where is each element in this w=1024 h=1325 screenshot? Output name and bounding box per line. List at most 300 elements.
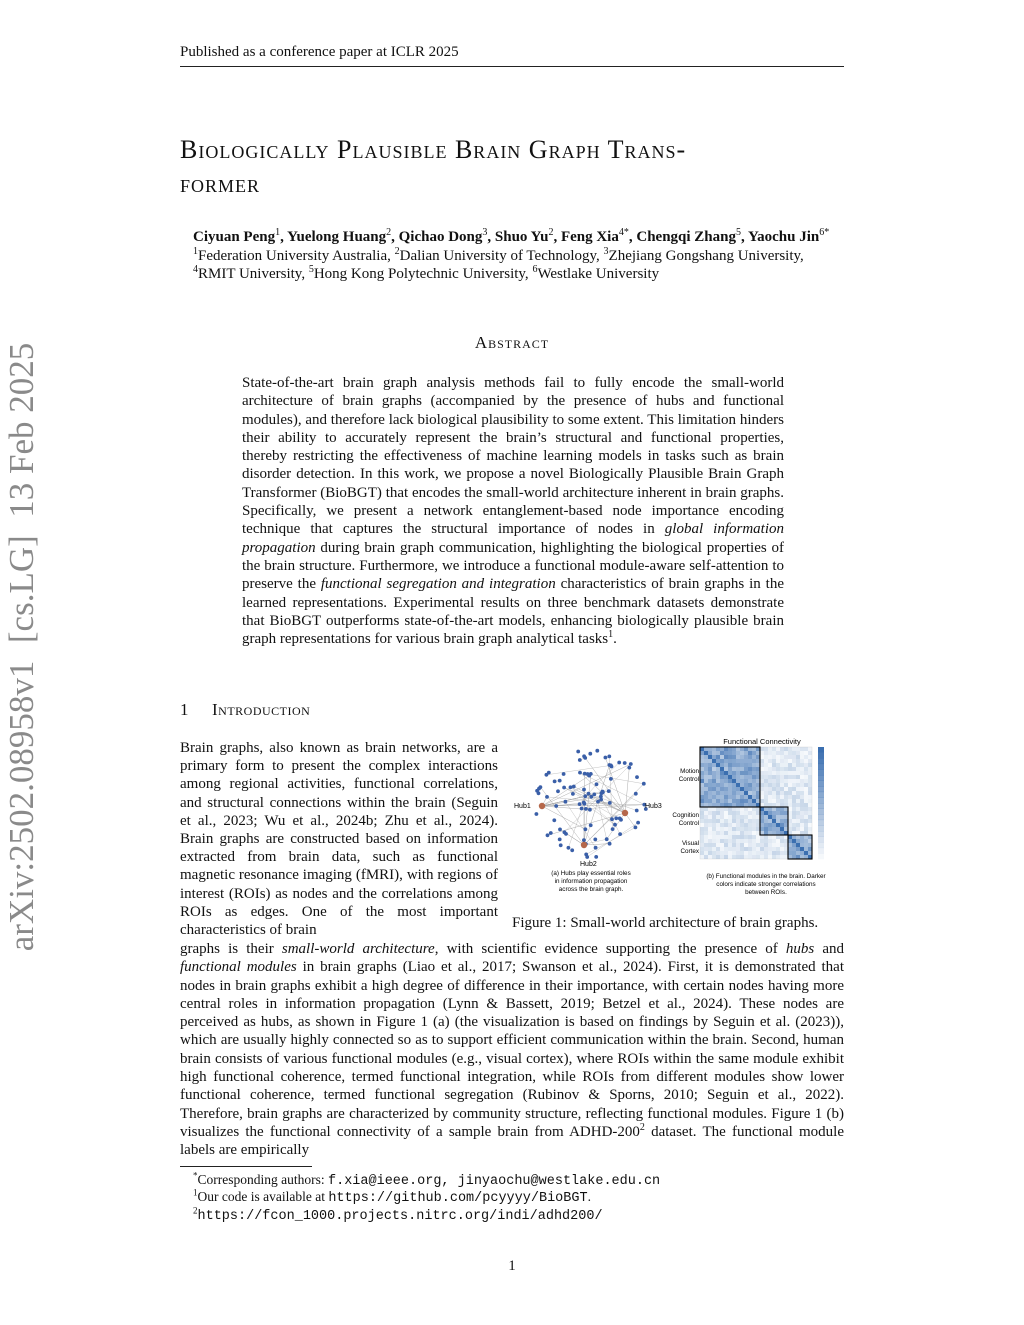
heatmap-cell	[784, 847, 788, 851]
heatmap-cell	[724, 747, 728, 751]
heatmap-cell	[752, 791, 756, 795]
author-name: Yuelong Huang	[287, 229, 387, 245]
affiliation: RMIT University,	[198, 266, 309, 282]
heatmap-cell	[744, 763, 748, 767]
heatmap-cell	[732, 799, 736, 803]
heatmap-cell	[792, 851, 796, 855]
graph-node	[594, 846, 598, 850]
heatmap-cell	[740, 835, 744, 839]
heatmap-cell	[808, 815, 812, 819]
heatmap-cell	[768, 795, 772, 799]
heatmap-cell	[708, 851, 712, 855]
heatmap-cell	[708, 831, 712, 835]
heatmap-cell	[776, 843, 780, 847]
graph-node	[578, 771, 582, 775]
heatmap-cell	[748, 807, 752, 811]
heatmap-cell	[748, 827, 752, 831]
heatmap-cell	[800, 775, 804, 779]
heatmap-cell	[772, 799, 776, 803]
heatmap-cell	[776, 803, 780, 807]
heatmap-cell	[704, 823, 708, 827]
heatmap-cell	[780, 787, 784, 791]
heatmap-cell	[788, 823, 792, 827]
heatmap-cell	[804, 783, 808, 787]
heatmap-cell	[712, 795, 716, 799]
graph-node	[535, 789, 539, 793]
heatmap-cell	[772, 843, 776, 847]
heatmap-cell	[804, 835, 808, 839]
heatmap-cell	[748, 779, 752, 783]
heatmap-cell	[804, 847, 808, 851]
heatmap-cell	[804, 795, 808, 799]
heatmap-cell	[768, 771, 772, 775]
heatmap-cell	[800, 835, 804, 839]
heatmap-cell	[768, 851, 772, 855]
heatmap-cell	[788, 787, 792, 791]
graph-node	[635, 775, 639, 779]
heatmap-cell	[724, 779, 728, 783]
heatmap-cell	[728, 815, 732, 819]
graph-node	[588, 808, 592, 812]
heatmap-cell	[708, 771, 712, 775]
heatmap-cell	[776, 783, 780, 787]
heatmap-cell	[748, 775, 752, 779]
heatmap-cell	[784, 799, 788, 803]
heatmap-cell	[808, 819, 812, 823]
heatmap-cell	[708, 815, 712, 819]
heatmap-cell	[772, 767, 776, 771]
colorbar-segment	[818, 781, 824, 787]
heatmap-cell	[700, 807, 704, 811]
heatmap-cell	[744, 783, 748, 787]
heatmap-cell	[736, 767, 740, 771]
heatmap-cell	[752, 851, 756, 855]
heatmap-cell	[776, 819, 780, 823]
colorbar-segment	[818, 803, 824, 809]
heatmap-cell	[788, 827, 792, 831]
heatmap-cell	[760, 779, 764, 783]
graph-node	[635, 809, 639, 813]
heatmap-cell	[736, 759, 740, 763]
email-links[interactable]: f.xia@ieee.org, jinyaochu@westlake.edu.cn	[328, 1174, 661, 1189]
heatmap-cell	[760, 763, 764, 767]
heatmap-cell	[764, 795, 768, 799]
section-number: 1	[180, 700, 189, 719]
heatmap-cell	[804, 767, 808, 771]
author-affil-mark: 2	[386, 227, 392, 238]
footnote-ref[interactable]: 2	[639, 1121, 645, 1133]
graph-node	[589, 795, 593, 799]
heatmap-cell	[704, 843, 708, 847]
heatmap-cell	[760, 827, 764, 831]
heatmap-cell	[784, 851, 788, 855]
heatmap-cell	[736, 823, 740, 827]
heatmap-cell	[800, 855, 804, 859]
graph-node	[546, 833, 550, 837]
heatmap-cell	[776, 851, 780, 855]
heatmap-cell	[740, 799, 744, 803]
intro-emphasis: hubs	[785, 941, 815, 957]
heatmap-cell	[800, 827, 804, 831]
heatmap-cell	[752, 847, 756, 851]
heatmap-cell	[728, 759, 732, 763]
author-affil-mark: 6*	[819, 227, 830, 238]
heatmap-cell	[724, 755, 728, 759]
heatmap-cell	[752, 811, 756, 815]
heatmap-cell	[796, 827, 800, 831]
heatmap-cell	[760, 847, 764, 851]
heatmap-cell	[728, 751, 732, 755]
heatmap-cell	[732, 751, 736, 755]
heatmap-cell	[720, 799, 724, 803]
heatmap-cell	[772, 787, 776, 791]
footnote-text: Our code is available at	[197, 1189, 329, 1204]
heatmap-cell	[808, 763, 812, 767]
heatmap-cell	[748, 795, 752, 799]
abstract-text: during brain graph communication, highlighting the biological properties of the brain structure. Furthermore, we introduce a functional module-aware self-attention to preserve the	[242, 539, 784, 593]
heatmap-cell	[728, 819, 732, 823]
heatmap-cell	[728, 779, 732, 783]
heatmap-cell	[732, 787, 736, 791]
heatmap-cell	[768, 831, 772, 835]
heatmap-cell	[716, 823, 720, 827]
heatmap-cell	[768, 819, 772, 823]
heatmap-cell	[764, 767, 768, 771]
heatmap-cell	[804, 755, 808, 759]
heatmap-cell	[780, 847, 784, 851]
heatmap-cell	[784, 815, 788, 819]
heatmap-cell	[708, 791, 712, 795]
heatmap-cell	[744, 767, 748, 771]
graph-node	[556, 789, 560, 793]
heatmap-cell	[756, 811, 760, 815]
author-affil-mark: 5	[735, 227, 741, 238]
heatmap-cell	[736, 795, 740, 799]
heatmap-cell	[752, 819, 756, 823]
heatmap-cell	[740, 787, 744, 791]
heatmap-cell	[716, 815, 720, 819]
heatmap-cell	[756, 787, 760, 791]
heatmap-cell	[748, 799, 752, 803]
heatmap-cell	[740, 803, 744, 807]
heatmap-cell	[808, 807, 812, 811]
heatmap-cell	[768, 755, 772, 759]
heatmap-cell	[752, 807, 756, 811]
module-label: Cognition	[672, 812, 699, 819]
heatmap-cell	[700, 851, 704, 855]
heatmap-cell	[776, 831, 780, 835]
heatmap-cell	[800, 831, 804, 835]
heatmap-cell	[708, 839, 712, 843]
heatmap-cell	[712, 819, 716, 823]
heatmap-cell	[804, 747, 808, 751]
heatmap-cell	[788, 839, 792, 843]
heatmap-cell	[748, 791, 752, 795]
affiliation: Hong Kong Polytechnic University,	[313, 266, 533, 282]
heatmap-cell	[728, 763, 732, 767]
colorbar-segment	[818, 837, 824, 843]
heatmap-cell	[720, 771, 724, 775]
heatmap-cell	[720, 843, 724, 847]
heatmap-cell	[744, 847, 748, 851]
heatmap-cell	[724, 823, 728, 827]
heatmap-cell	[748, 819, 752, 823]
heatmap-cell	[736, 751, 740, 755]
heatmap-cell	[776, 839, 780, 843]
heatmap-cell	[808, 811, 812, 815]
heatmap-cell	[728, 771, 732, 775]
heatmap-cell	[796, 823, 800, 827]
intro-paragraph-wrapped: Brain graphs, also known as brain networks, are a primary form to present the complex interactions among regional activities, functional correlations, and structural connections within the brain (Seguin et al., 2023; Wu et al., 2024b; Zhu et al., 2024). Brain graphs are constructed based on information extracted from brain data, such as functional magnetic resonance imaging (fMRI), with regions of interest (ROIs) as nodes and the correlations among ROIs as edges. One of the most important characteristics of brain	[180, 740, 498, 939]
heatmap-cell	[780, 823, 784, 827]
heatmap-cell	[796, 791, 800, 795]
heatmap-cell	[724, 763, 728, 767]
heatmap-cell	[740, 775, 744, 779]
heatmap-cell	[760, 795, 764, 799]
heatmap-cell	[792, 759, 796, 763]
heatmap-cell	[760, 803, 764, 807]
graph-node	[578, 758, 582, 762]
colorbar-segment	[818, 848, 824, 854]
heatmap-cell	[728, 811, 732, 815]
heatmap-cell	[752, 795, 756, 799]
heatmap-cell	[720, 747, 724, 751]
heatmap-cell	[728, 827, 732, 831]
code-link[interactable]: https://github.com/pcyyyy/BioBGT	[328, 1191, 588, 1206]
heatmap-cell	[756, 819, 760, 823]
heatmap-cell	[800, 795, 804, 799]
heatmap-cell	[732, 843, 736, 847]
heatmap-cell	[788, 791, 792, 795]
heatmap-cell	[760, 767, 764, 771]
heatmap-cell	[756, 783, 760, 787]
heatmap-cell	[748, 843, 752, 847]
heatmap-cell	[748, 847, 752, 851]
heatmap-cell	[780, 811, 784, 815]
graph-node	[611, 827, 615, 831]
author-affil-mark: 4*	[618, 227, 629, 238]
heatmap-cell	[704, 819, 708, 823]
heatmap-cell	[720, 779, 724, 783]
colorbar-segment	[818, 814, 824, 820]
heatmap-cell	[780, 831, 784, 835]
module-label: Visual	[681, 840, 699, 847]
heatmap-cell	[796, 751, 800, 755]
heatmap-cell	[704, 807, 708, 811]
heatmap-cell	[772, 811, 776, 815]
heatmap-cell	[748, 803, 752, 807]
heatmap-cell	[744, 831, 748, 835]
heatmap-cell	[772, 835, 776, 839]
graph-node	[595, 749, 599, 753]
heatmap-cell	[768, 827, 772, 831]
heatmap-cell	[788, 807, 792, 811]
graph-node	[587, 792, 591, 796]
heatmap-cell	[792, 767, 796, 771]
graph-node	[571, 792, 575, 796]
heatmap-cell	[796, 811, 800, 815]
heatmap-cell	[712, 755, 716, 759]
footnote-mark: 1	[193, 1187, 198, 1198]
heatmap-cell	[744, 851, 748, 855]
heatmap-cell	[724, 843, 728, 847]
heatmap-cell	[780, 783, 784, 787]
heatmap-cell	[808, 843, 812, 847]
heatmap-cell	[728, 851, 732, 855]
heatmap-cell	[720, 783, 724, 787]
heatmap-cell	[740, 815, 744, 819]
heatmap-cell	[764, 779, 768, 783]
heatmap-cell	[708, 819, 712, 823]
heatmap-cell	[808, 823, 812, 827]
heatmap-cell	[800, 759, 804, 763]
heatmap-cell	[800, 783, 804, 787]
heatmap-cell	[704, 751, 708, 755]
heatmap-cell	[700, 751, 704, 755]
heatmap-cell	[760, 751, 764, 755]
heatmap-cell	[752, 767, 756, 771]
heatmap-cell	[716, 851, 720, 855]
heatmap-cell	[800, 747, 804, 751]
heatmap-cell	[724, 771, 728, 775]
heatmap-cell	[740, 751, 744, 755]
graph-node	[607, 755, 611, 759]
heatmap-cell	[708, 803, 712, 807]
heatmap-cell	[740, 807, 744, 811]
heatmap-cell	[732, 819, 736, 823]
heatmap-cell	[768, 811, 772, 815]
heatmap-cell	[712, 799, 716, 803]
heatmap-cell	[704, 815, 708, 819]
heatmap-cell	[760, 755, 764, 759]
heatmap-cell	[788, 851, 792, 855]
graph-node	[582, 754, 586, 758]
intro-text: dataset. The functional module labels are empirically	[180, 1123, 844, 1159]
heatmap-cell	[772, 807, 776, 811]
heatmap-cell	[780, 791, 784, 795]
heatmap-cell	[764, 799, 768, 803]
heatmap-cell	[808, 835, 812, 839]
heatmap-cell	[776, 771, 780, 775]
graph-node	[627, 766, 631, 770]
heatmap-cell	[764, 823, 768, 827]
graph-node	[558, 828, 562, 832]
heatmap-cell	[708, 795, 712, 799]
footnote-ref[interactable]: 1	[608, 629, 614, 641]
heatmap-cell	[800, 811, 804, 815]
heatmap-cell	[708, 775, 712, 779]
heatmap-cell	[792, 779, 796, 783]
graph-node	[549, 831, 553, 835]
graph-node	[609, 777, 613, 781]
graph-node	[608, 801, 612, 805]
heatmap-cell	[752, 759, 756, 763]
heatmap-cell	[744, 751, 748, 755]
heatmap-cell	[776, 807, 780, 811]
heatmap-cell	[740, 855, 744, 859]
heatmap-cell	[800, 847, 804, 851]
heatmap-cell	[732, 783, 736, 787]
heatmap-cell	[756, 771, 760, 775]
graph-node	[593, 838, 597, 842]
heatmap-cell	[724, 827, 728, 831]
graph-node	[576, 750, 580, 754]
graph-node	[570, 848, 574, 852]
heatmap-cell	[740, 755, 744, 759]
heatmap-cell	[808, 803, 812, 807]
dataset-link[interactable]: https://fcon_1000.projects.nitrc.org/indi/adhd200/	[197, 1209, 603, 1224]
heatmap-cell	[712, 783, 716, 787]
heatmap-cell	[708, 811, 712, 815]
heatmap-cell	[716, 803, 720, 807]
heatmap-cell	[736, 803, 740, 807]
heatmap-cell	[768, 779, 772, 783]
heatmap-cell	[764, 747, 768, 751]
heatmap-cell	[800, 755, 804, 759]
heatmap-cell	[752, 747, 756, 751]
heatmap-cell	[712, 763, 716, 767]
heatmap-cell	[712, 851, 716, 855]
abstract-text: State-of-the-art brain graph analysis methods fail to fully encode the small-world architecture of brain graphs (accompanied by the presence of hubs and functional modules), and therefore lack biological plausibility to some extent. This limitation hinders their ability to accurately represent the brain’s structural and functional properties, thereby restricting the effectiveness of machine learning models in tasks such as brain disorder detection. In this work, we propose a novel Biologically Plausible Brain Graph Transformer (BioBGT) that encodes the small-world architecture inherent in brain graphs. Specifically, we present a network entanglement-based node importance encoding technique that captures the structural importance of nodes in	[242, 375, 784, 538]
heatmap-cell	[796, 851, 800, 855]
heatmap-cell	[732, 851, 736, 855]
heatmap-cell	[796, 779, 800, 783]
heatmap-cell	[792, 819, 796, 823]
heatmap-cell	[804, 799, 808, 803]
author-name: Shuo Yu	[494, 229, 549, 245]
heatmap-cell	[752, 815, 756, 819]
heatmap-cell	[792, 783, 796, 787]
arxiv-id[interactable]: arXiv:2502.08958v1 [cs.LG] 13 Feb 2025	[2, 342, 41, 952]
hub3-label: Hub3	[645, 803, 662, 810]
heatmap-cell	[736, 791, 740, 795]
heatmap-cell	[796, 839, 800, 843]
heatmap-cell	[792, 755, 796, 759]
heatmap-cell	[740, 779, 744, 783]
heatmap-cell	[800, 751, 804, 755]
colorbar-segment	[818, 853, 824, 859]
footnote-text: Corresponding authors:	[197, 1172, 328, 1187]
heatmap-cell	[740, 767, 744, 771]
heatmap-cell	[752, 835, 756, 839]
heatmap-cell	[780, 855, 784, 859]
graph-node	[618, 817, 622, 821]
heatmap-cell	[764, 759, 768, 763]
heatmap-cell	[736, 775, 740, 779]
caption-a-line: across the brain graph.	[558, 886, 624, 893]
footnote-corresponding	[193, 1172, 660, 1189]
author-affil-mark: 3	[482, 227, 488, 238]
heatmap-cell	[748, 767, 752, 771]
heatmap-cell	[736, 819, 740, 823]
heatmap-cell	[808, 767, 812, 771]
heatmap-cell	[780, 795, 784, 799]
heatmap-cell	[804, 791, 808, 795]
graph-node	[562, 772, 566, 776]
heatmap-cell	[756, 851, 760, 855]
heatmap-cell	[744, 811, 748, 815]
heatmap-cell	[764, 755, 768, 759]
heatmap-cell	[728, 755, 732, 759]
graph-node	[636, 821, 640, 825]
heatmap-cell	[748, 747, 752, 751]
heatmap-cell	[804, 819, 808, 823]
heatmap-cell	[720, 767, 724, 771]
heatmap-cell	[740, 783, 744, 787]
heatmap-cell	[716, 843, 720, 847]
heatmap-cell	[752, 839, 756, 843]
heatmap-cell	[784, 819, 788, 823]
